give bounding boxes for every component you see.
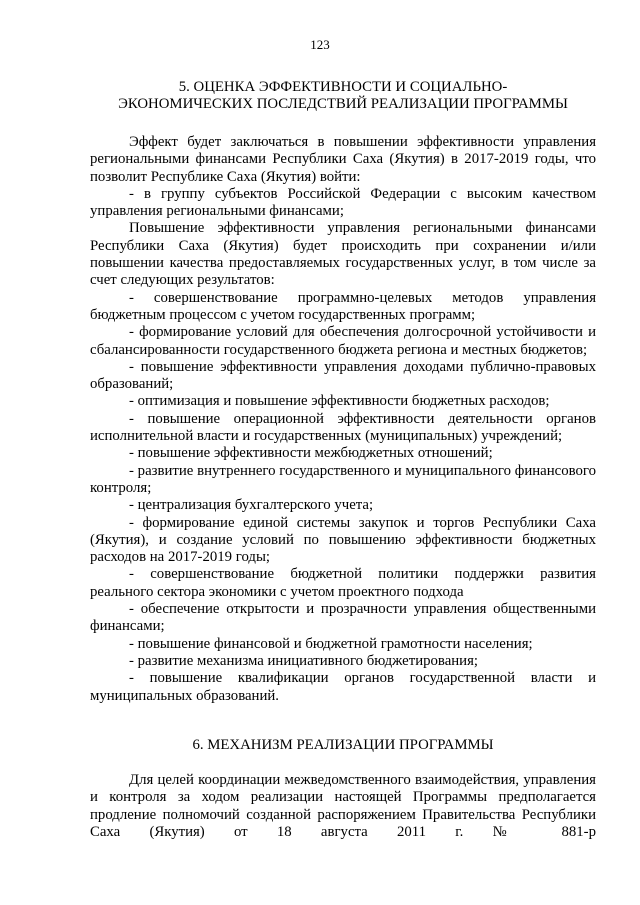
list-item-financial-control: - развитие внутреннего государственного и муниципального финансового контроля; — [90, 462, 596, 496]
list-item-procurement-system: - формирование единой системы закупок и торгов Республики Саха (Якутия), и создание условий по повышению эффективности бюджетных расходов на 2017-2019 годы; — [90, 514, 596, 566]
list-item-qualification: - повышение квалификации органов государственной власти и муниципальных образований. — [90, 670, 596, 704]
paragraph-efficiency-increase: Повышение эффективности управления региональными финансами Республики Саха (Якутия) будет происходить при сохранении и/или повышении качества предоставляемых государственных услуг, в том числе за счет следующих результатов: — [90, 220, 596, 289]
section-5-heading — [90, 79, 596, 114]
page-number: 123 — [310, 37, 330, 52]
list-item-financial-literacy: - повышение финансовой и бюджетной грамотности населения; — [129, 635, 533, 652]
section-6-heading — [90, 737, 596, 754]
section-5-title-line-2: ЭКОНОМИЧЕСКИХ ПОСЛЕДСТВИЙ РЕАЛИЗАЦИИ ПРОГРАММЫ — [118, 96, 568, 113]
list-item-expense-optimization: - оптимизация и повышение эффективности бюджетных расходов; — [129, 393, 550, 410]
list-item-initiative-budgeting: - развитие механизма инициативного бюджетирования; — [129, 652, 479, 669]
list-item-revenue-management: - повышение эффективности управления доходами публично-правовых образований; — [90, 358, 596, 393]
list-item-program-methods: - совершенствование программно-целевых методов управления бюджетным процессом с учетом государственных программ; — [90, 289, 596, 323]
list-item-operational-efficiency: - повышение операционной эффективности деятельности органов исполнительной власти и государственных (муниципальных) учреждений; — [90, 410, 596, 445]
section-5-title-line-1: 5. ОЦЕНКА ЭФФЕКТИВНОСТИ И СОЦИАЛЬНО- — [178, 79, 508, 95]
section-6-title: 6. МЕХАНИЗМ РЕАЛИЗАЦИИ ПРОГРАММЫ — [192, 737, 494, 753]
list-item-accounting-centralization: - централизация бухгалтерского учета; — [129, 497, 374, 514]
list-item-budget-stability: - формирование условий для обеспечения долгосрочной устойчивости и сбалансированности государственного бюджета региона и местных бюджетов; — [90, 324, 596, 358]
paragraph-effect-intro: Эффект будет заключаться в повышении эффективности управления региональными финансами Республики Саха (Якутия) в 2017-2019 годы, что позволит Республике Саха (Якутия) войти: — [90, 134, 596, 185]
list-item-interbudget-relations: - повышение эффективности межбюджетных отношений; — [129, 445, 493, 462]
paragraph-implementation-mechanism: Для целей координации межведомственного взаимодействия, управления и контроля за ходом реализации настоящей Программы предполагается продление полномочий созданной распоряжением Правительства Республики Саха (Якутия) от 18 августа 2011 г. № 881-р — [90, 772, 596, 840]
list-item-transparency: - обеспечение открытости и прозрачности управления общественными финансами; — [90, 601, 596, 635]
section-6-body — [90, 772, 596, 841]
section-5-body — [90, 134, 596, 705]
list-item-real-sector-support: - совершенствование бюджетной политики поддержки развития реального сектора экономики с учетом проектного подхода — [90, 566, 596, 600]
list-item-high-quality-group: - в группу субъектов Российской Федерации с высоким качеством управления региональными финансами; — [90, 185, 596, 220]
